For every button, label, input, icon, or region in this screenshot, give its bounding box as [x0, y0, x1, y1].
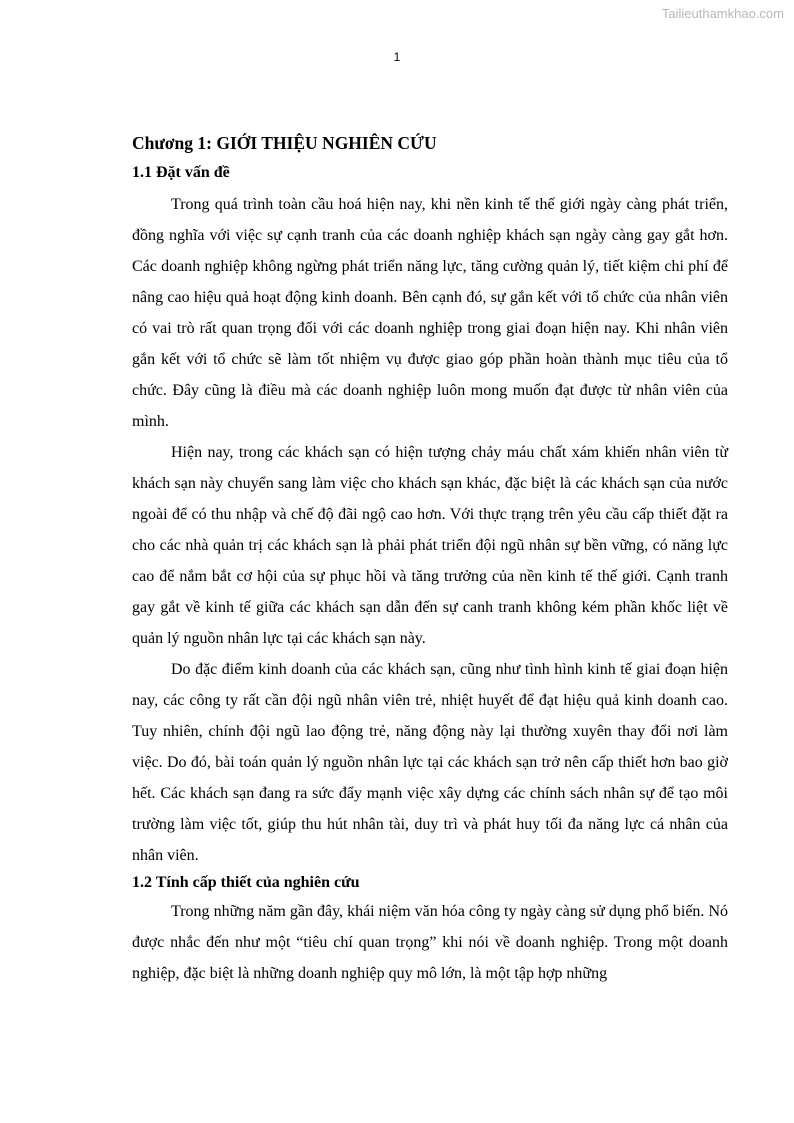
section-heading-1-2: 1.2 Tính cấp thiết của nghiên cứu: [132, 874, 360, 891]
section-heading-1-1: 1.1 Đặt vấn đề: [132, 164, 230, 181]
document-body: [132, 132, 728, 989]
paragraph: Hiện nay, trong các khách sạn có hiện tượng chảy máu chất xám khiến nhân viên từ khách sạn này chuyển sang làm việc cho khách sạn khác, đặc biệt là các khách sạn của nước ngoài để có thu nhập và chế độ đãi ngộ cao hơn. Với thực trạng trên yêu cầu cấp thiết đặt ra cho các nhà quản trị các khách sạn là phải phát triển đội ngũ nhân sự bền vững, có năng lực cao để nắm bắt cơ hội của sự phục hồi và tăng trưởng của nền kinh tế thế giới. Cạnh tranh gay gắt về kinh tế giữa các khách sạn dẫn đến sự canh tranh không kém phần khốc liệt về quản lý nguồn nhân lực tại các khách sạn này.: [132, 444, 728, 647]
paragraph: Trong quá trình toàn cầu hoá hiện nay, khi nền kinh tế thế giới ngày càng phát triển, đồng nghĩa với việc sự cạnh tranh của các doanh nghiệp khách sạn ngày càng gay gắt hơn. Các doanh nghiệp không ngừng phát triển năng lực, tăng cường quản lý, tiết kiệm chi phí để nâng cao hiệu quả hoạt động kinh doanh. Bên cạnh đó, sự gắn kết với tổ chức của nhân viên có vai trò rất quan trọng đối với các doanh nghiệp trong giai đoạn hiện nay. Khi nhân viên gắn kết với tổ chức sẽ làm tốt nhiệm vụ được giao góp phần hoàn thành mục tiêu của tổ chức. Đây cũng là điều mà các doanh nghiệp luôn mong muốn đạt được từ nhân viên của mình.: [132, 196, 728, 430]
watermark: Tailieuthamkhao.com: [661, 6, 784, 21]
chapter-title: Chương 1: GIỚI THIỆU NGHIÊN CỨU: [132, 133, 437, 153]
paragraph: Trong những năm gần đây, khái niệm văn hóa công ty ngày càng sử dụng phổ biến. Nó được nhắc đến như một “tiêu chí quan trọng” khi nói về doanh nghiệp. Trong một doanh nghiệp, đặc biệt là những doanh nghiệp quy mô lớn, là một tập hợp những: [132, 903, 728, 982]
paragraph: Do đặc điểm kinh doanh của các khách sạn, cũng như tình hình kinh tế giai đoạn hiện nay, các công ty rất cần đội ngũ nhân viên trẻ, nhiệt huyết để đạt hiệu quả kinh doanh cao. Tuy nhiên, chính đội ngũ lao động trẻ, năng động này lại thường xuyên thay đổi nơi làm việc. Do đó, bài toán quản lý nguồn nhân lực tại các khách sạn trở nên cấp thiết hơn bao giờ hết. Các khách sạn đang ra sức đẩy mạnh việc xây dựng các chính sách nhân sự để tạo môi trường làm việc tốt, giúp thu hút nhân tài, duy trì và phát huy tối đa năng lực cá nhân của nhân viên.: [132, 661, 728, 864]
page-number: 1: [393, 50, 401, 64]
